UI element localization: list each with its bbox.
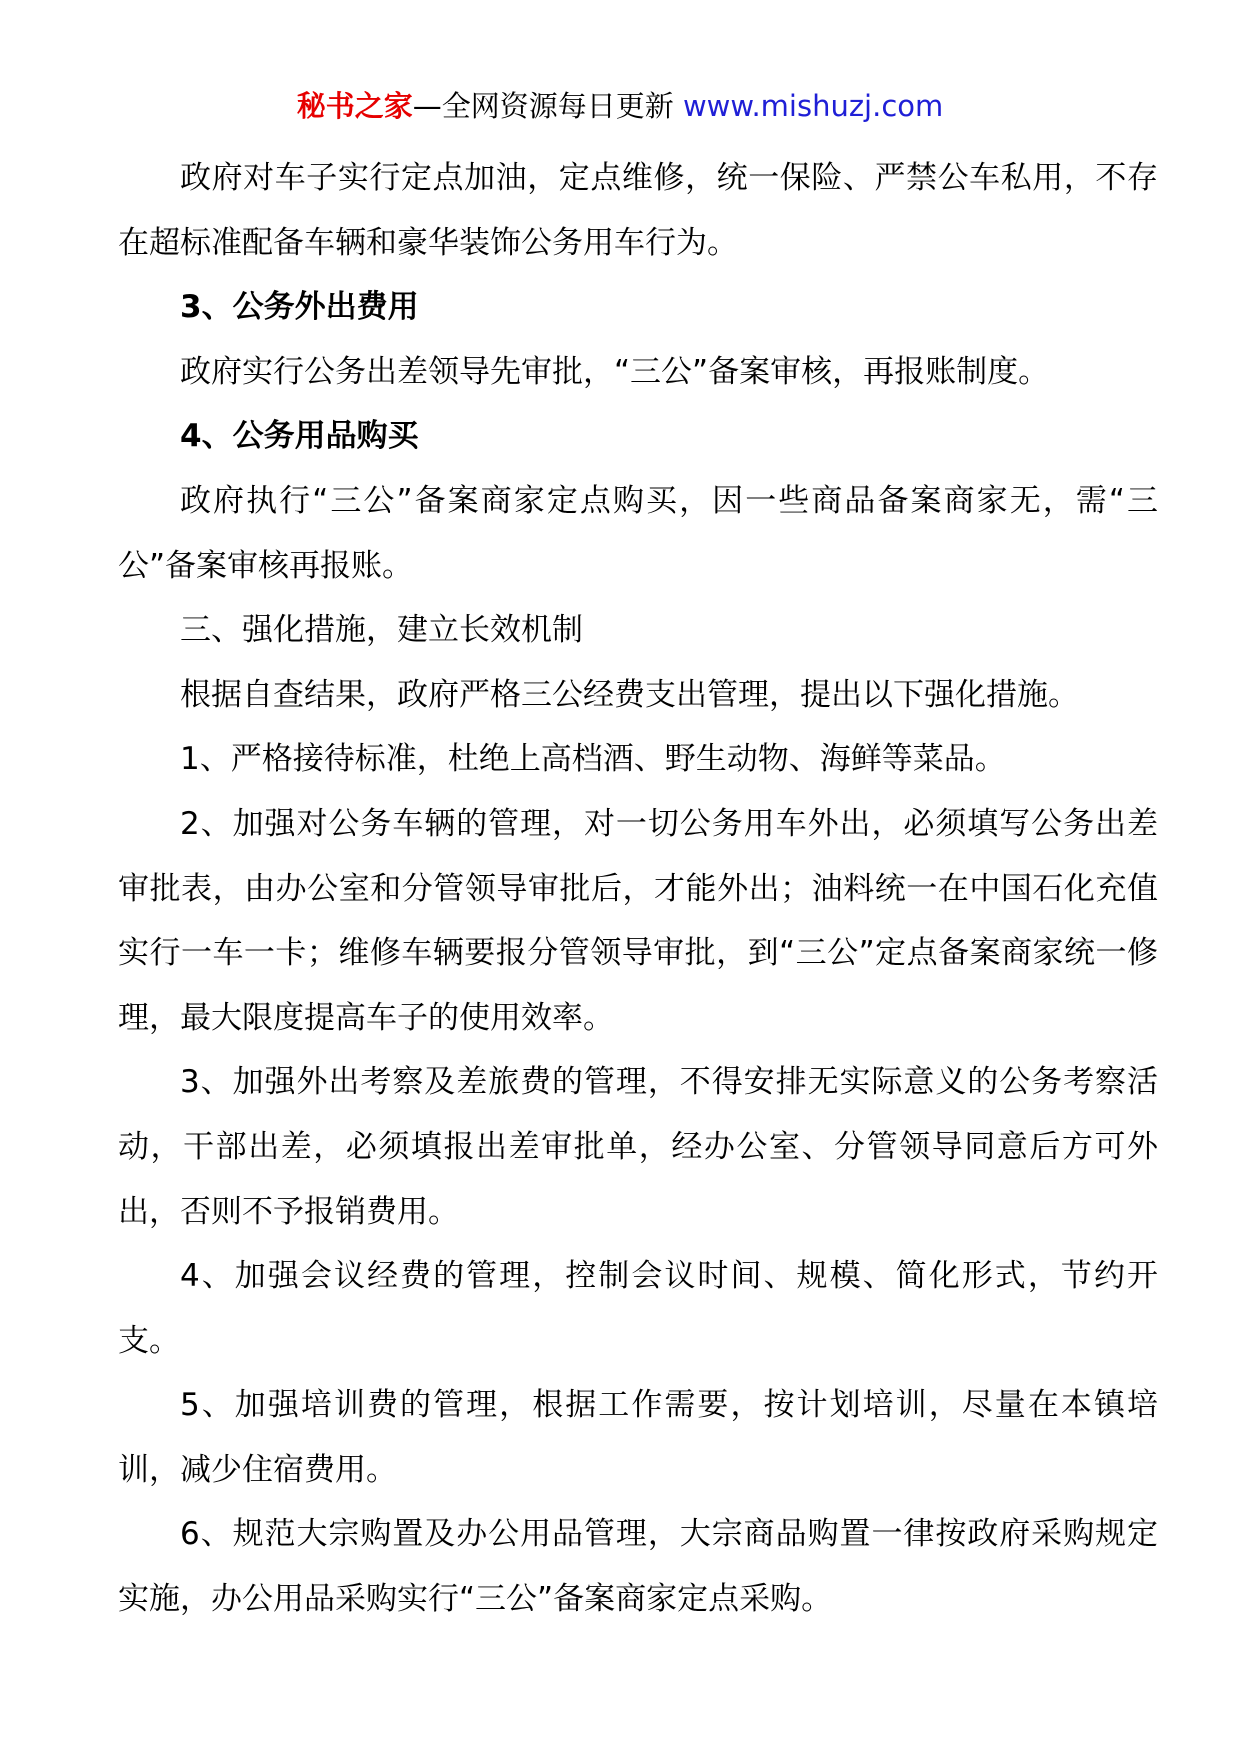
document-body: [118, 146, 1158, 1632]
list-item-vehicle-management: 2、加强对公务车辆的管理，对一切公务用车外出，必须填写公务出差审批表，由办公室和分管领导审批后，才能外出；油料统一在中国石化充值实行一车一卡；维修车辆要报分管领导审批，到“三公”定点备案商家统一修理，最大限度提高车子的使用效率。: [118, 805, 1158, 1036]
list-item-reception-standard: 1、严格接待标准，杜绝上高档酒、野生动物、海鲜等菜品。: [180, 741, 1006, 778]
list-item-procurement: 6、规范大宗购置及办公用品管理，大宗商品购置一律按政府采购规定实施，办公用品采购实行“三公”备案商家定点采购。: [118, 1516, 1158, 1618]
list-item-training-expenses: 5、加强培训费的管理，根据工作需要，按计划培训，尽量在本镇培训，减少住宿费用。: [118, 1387, 1158, 1488]
website-link[interactable]: www.mishuzj.com: [682, 89, 944, 123]
list-item-meeting-expenses: 4、加强会议经费的管理，控制会议时间、规模、简化形式，节约开支。: [118, 1258, 1158, 1359]
section-heading-travel-expenses: 3、公务外出费用: [180, 289, 419, 326]
section-heading-strengthen-measures: 三、强化措施，建立长效机制: [180, 612, 583, 649]
brand-name: 秘书之家: [296, 89, 413, 123]
header-tagline: —全网资源每日更新: [412, 89, 683, 123]
page-header: [0, 86, 1240, 126]
paragraph-measures-intro: 根据自查结果，政府严格三公经费支出管理，提出以下强化措施。: [180, 676, 1079, 713]
paragraph-vehicle-management: 政府对车子实行定点加油，定点维修，统一保险、严禁公车私用，不存在超标准配备车辆和豪华装饰公务用车行为。: [118, 160, 1158, 261]
paragraph-travel-approval: 政府实行公务出差领导先审批，“三公”备案审核，再报账制度。: [180, 353, 1050, 390]
paragraph-supplies-purchase: 政府执行“三公”备案商家定点购买，因一些商品备案商家无，需“三公”备案审核再报账。: [118, 482, 1158, 584]
section-heading-supplies-purchase: 4、公务用品购买: [180, 418, 419, 455]
list-item-travel-management: 3、加强外出考察及差旅费的管理，不得安排无实际意义的公务考察活动，干部出差，必须填报出差审批单，经办公室、分管领导同意后方可外出，否则不予报销费用。: [118, 1064, 1158, 1230]
